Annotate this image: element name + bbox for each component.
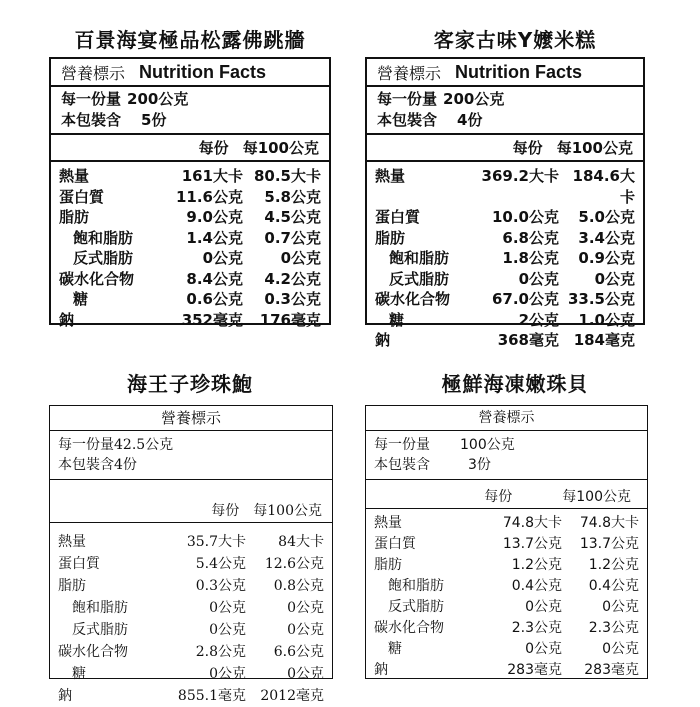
nutrient-name: 蛋白質 — [374, 536, 416, 552]
value-per-100g: 0公克 — [287, 666, 324, 682]
value-per-100g: 0公克 — [287, 622, 324, 638]
value-per-100g: 33.5公克 — [567, 290, 635, 308]
value-per-100g: 0公克 — [602, 599, 639, 615]
value-per-serving: 9.0公克 — [186, 208, 243, 226]
nutrient-name: 脂肪 — [58, 578, 86, 594]
nutrient-name: 飽和脂肪 — [388, 578, 444, 594]
value-per-serving: 6.8公克 — [502, 228, 559, 247]
value-per-100g: 6.6公克 — [273, 644, 324, 660]
servings-per-pkg-label: 本包裝含 — [377, 111, 438, 129]
nutrient-row — [58, 531, 324, 553]
nutrient-name: 碳水化合物 — [375, 290, 451, 308]
serving-info — [51, 87, 329, 135]
nutrient-row — [374, 639, 639, 660]
nutrient-row — [374, 513, 639, 534]
nutrient-name: 碳水化合物 — [58, 644, 128, 660]
value-per-100g: 0.7公克 — [264, 228, 321, 247]
nutrient-row — [59, 248, 321, 269]
nutrient-name: 脂肪 — [375, 228, 406, 247]
servings-per-pkg-line: 本包裝含4份 — [58, 457, 137, 473]
value-per-100g: 0.3公克 — [264, 290, 321, 308]
nutrient-name: 鈉 — [58, 688, 72, 704]
nutrient-row — [59, 310, 321, 331]
servings-per-pkg-label: 本包裝含 — [61, 111, 122, 129]
nutrient-name: 糖 — [72, 666, 86, 682]
value-per-100g: 176毫克 — [259, 310, 321, 329]
nutrient-row — [58, 663, 324, 685]
nutrient-name: 熱量 — [58, 534, 86, 550]
value-per-100g: 1.0公克 — [578, 310, 635, 329]
value-per-serving: 369.2大卡 — [481, 167, 559, 185]
nutrition-label-4 — [365, 405, 648, 679]
value-per-100g: 0.4公克 — [588, 578, 639, 594]
product-title-4: 極鮮海凍嫩珠貝 — [441, 372, 589, 396]
value-per-100g: 4.2公克 — [264, 269, 321, 288]
label-header-en: Nutrition Facts — [455, 61, 583, 82]
nutrient-row — [375, 248, 635, 269]
nutrient-row — [375, 207, 635, 228]
value-per-serving: 2.8公克 — [195, 644, 246, 660]
serving-size-value: 200公克 — [443, 90, 505, 108]
value-per-serving: 368毫克 — [497, 331, 559, 349]
value-per-100g: 283毫克 — [584, 662, 639, 678]
label-header-zh: 營養標示 — [61, 63, 126, 83]
value-per-100g: 4.5公克 — [264, 208, 321, 226]
nutrient-name: 糖 — [389, 310, 405, 329]
product-title-3: 海王子珍珠鮑 — [127, 372, 253, 396]
nutrient-row — [58, 685, 324, 707]
value-per-100g: 2012毫克 — [260, 688, 324, 704]
column-header — [367, 135, 643, 162]
value-per-serving: 0公克 — [209, 622, 246, 638]
column-header — [50, 498, 332, 523]
value-per-100g: 0公克 — [280, 249, 321, 267]
value-per-serving: 0.3公克 — [195, 578, 246, 594]
value-per-serving: 161大卡 — [181, 167, 243, 185]
nutrition-label-2 — [365, 57, 645, 349]
value-per-serving: 2公克 — [518, 310, 559, 329]
value-per-100g: 184毫克 — [573, 331, 635, 349]
value-per-100g: 5.0公克 — [578, 208, 635, 226]
nutrient-row — [374, 660, 639, 681]
nutrient-row — [374, 555, 639, 576]
value-per-serving: 67.0公克 — [491, 290, 559, 308]
serving-size-label: 每一份量 — [377, 90, 438, 108]
nutrient-name: 鈉 — [59, 310, 75, 329]
value-per-serving: 8.4公克 — [186, 269, 243, 288]
nutrient-row — [375, 228, 635, 249]
value-per-serving: 2.3公克 — [511, 620, 562, 636]
value-per-100g: 12.6公克 — [264, 556, 324, 572]
nutrient-name: 反式脂肪 — [72, 622, 128, 638]
value-per-100g: 13.7公克 — [579, 536, 639, 552]
nutrient-row — [374, 618, 639, 639]
nutrient-name: 熱量 — [375, 167, 406, 185]
nutrient-row — [58, 553, 324, 575]
value-per-100g: 84大卡 — [278, 534, 324, 550]
serving-size-label: 每一份量 — [61, 90, 122, 108]
nutrient-name: 鈉 — [375, 331, 391, 349]
nutrient-name: 碳水化合物 — [374, 620, 444, 636]
nutrition-label-3 — [49, 405, 333, 704]
nutrient-name: 蛋白質 — [375, 208, 421, 226]
nutrient-row — [59, 166, 321, 187]
nutrient-row — [58, 619, 324, 641]
nutrient-name: 反式脂肪 — [73, 249, 134, 267]
value-per-serving: 0.4公克 — [511, 578, 562, 594]
servings-per-pkg-value: 5份 — [141, 111, 167, 129]
col-per-100g: 每100公克 — [562, 489, 631, 505]
servings-per-pkg-value: 4份 — [457, 111, 483, 129]
value-per-serving: 0公克 — [209, 600, 246, 616]
nutrient-row — [59, 289, 321, 310]
value-per-100g: 184.6大卡 — [572, 167, 635, 206]
value-per-serving: 74.8大卡 — [502, 515, 562, 531]
nutrient-name: 飽和脂肪 — [389, 249, 450, 267]
col-per-100g: 每100公克 — [556, 139, 633, 157]
nutrient-rows — [367, 162, 643, 351]
nutrient-name: 脂肪 — [59, 208, 90, 226]
nutrient-row — [58, 597, 324, 619]
col-per-serving: 每份 — [198, 139, 229, 157]
label-header-zh: 營養標示 — [50, 406, 332, 431]
value-per-serving: 1.8公克 — [502, 249, 559, 267]
col-per-serving: 每份 — [512, 139, 543, 157]
product-title-2: 客家古味Y嬤米糕 — [433, 28, 597, 52]
nutrient-name: 蛋白質 — [58, 556, 100, 572]
nutrient-row — [58, 575, 324, 597]
value-per-serving: 1.4公克 — [186, 228, 243, 247]
value-per-100g: 0公克 — [602, 641, 639, 657]
col-per-serving: 每份 — [484, 489, 513, 505]
value-per-serving: 5.4公克 — [195, 556, 246, 572]
value-per-100g: 0.9公克 — [578, 249, 635, 267]
label-header-zh: 營養標示 — [377, 63, 442, 83]
nutrient-row — [58, 641, 324, 663]
nutrient-row — [375, 269, 635, 290]
serving-info — [366, 431, 647, 480]
nutrient-rows — [366, 509, 647, 681]
value-per-100g: 3.4公克 — [578, 228, 635, 247]
value-per-100g: 1.2公克 — [588, 557, 639, 573]
servings-per-pkg-label: 本包裝含 — [374, 457, 430, 473]
value-per-serving: 1.2公克 — [511, 557, 562, 573]
value-per-100g: 0公克 — [594, 269, 635, 288]
nutrient-rows — [50, 523, 332, 707]
nutrient-name: 反式脂肪 — [389, 269, 450, 288]
col-per-serving: 每份 — [211, 503, 240, 519]
nutrient-name: 飽和脂肪 — [73, 228, 134, 247]
nutrient-row — [374, 534, 639, 555]
col-per-100g: 每100公克 — [253, 503, 322, 519]
value-per-serving: 35.7大卡 — [186, 534, 246, 550]
nutrient-name: 熱量 — [374, 515, 402, 531]
value-per-100g: 74.8大卡 — [579, 515, 639, 531]
nutrient-name: 碳水化合物 — [59, 269, 135, 288]
serving-size-label: 每一份量 — [374, 437, 430, 453]
value-per-serving: 0公克 — [525, 599, 562, 615]
nutrient-name: 脂肪 — [374, 557, 402, 573]
nutrient-row — [375, 166, 635, 207]
nutrient-row — [59, 228, 321, 249]
nutrient-name: 飽和脂肪 — [72, 600, 128, 616]
nutrient-row — [374, 597, 639, 618]
value-per-serving: 855.1毫克 — [177, 688, 246, 704]
nutrient-row — [375, 330, 635, 351]
nutrient-row — [59, 269, 321, 290]
nutrient-row — [374, 576, 639, 597]
value-per-serving: 352毫克 — [181, 310, 243, 329]
value-per-100g: 0.8公克 — [273, 578, 324, 594]
column-header — [51, 135, 329, 162]
value-per-serving: 0公克 — [525, 641, 562, 657]
nutrient-name: 熱量 — [59, 167, 90, 185]
serving-size-line: 每一份量42.5公克 — [58, 437, 174, 453]
nutrient-rows — [51, 162, 329, 330]
nutrient-name: 反式脂肪 — [388, 599, 444, 615]
value-per-100g: 80.5大卡 — [253, 167, 321, 185]
nutrient-name: 糖 — [388, 641, 402, 657]
value-per-100g: 5.8公克 — [264, 187, 321, 206]
nutrient-name: 糖 — [73, 290, 89, 308]
nutrient-row — [59, 187, 321, 208]
nutrient-row — [59, 207, 321, 228]
servings-per-pkg-value: 3份 — [468, 457, 491, 473]
serving-info — [367, 87, 643, 135]
nutrient-row — [375, 289, 635, 310]
value-per-serving: 10.0公克 — [491, 208, 559, 226]
nutrient-row — [375, 310, 635, 331]
label-header-zh: 營養標示 — [366, 406, 647, 431]
label-header-en: Nutrition Facts — [139, 61, 267, 82]
nutrient-name: 鈉 — [374, 662, 388, 678]
product-title-1: 百景海宴極品松露佛跳牆 — [74, 28, 306, 52]
value-per-100g: 2.3公克 — [588, 620, 639, 636]
value-per-serving: 283毫克 — [507, 662, 562, 678]
column-header — [366, 480, 647, 509]
serving-size-value: 100公克 — [460, 437, 515, 453]
value-per-serving: 0公克 — [209, 666, 246, 682]
value-per-serving: 0公克 — [202, 249, 243, 267]
nutrient-name: 蛋白質 — [59, 187, 105, 206]
serving-size-value: 200公克 — [127, 90, 189, 108]
col-per-100g: 每100公克 — [242, 139, 319, 157]
nutrition-label-1 — [49, 57, 331, 329]
value-per-serving: 0公克 — [518, 269, 559, 288]
value-per-serving: 0.6公克 — [186, 290, 243, 308]
value-per-100g: 0公克 — [287, 600, 324, 616]
value-per-serving: 11.6公克 — [175, 187, 243, 206]
value-per-serving: 13.7公克 — [502, 536, 562, 552]
serving-info — [50, 431, 332, 480]
